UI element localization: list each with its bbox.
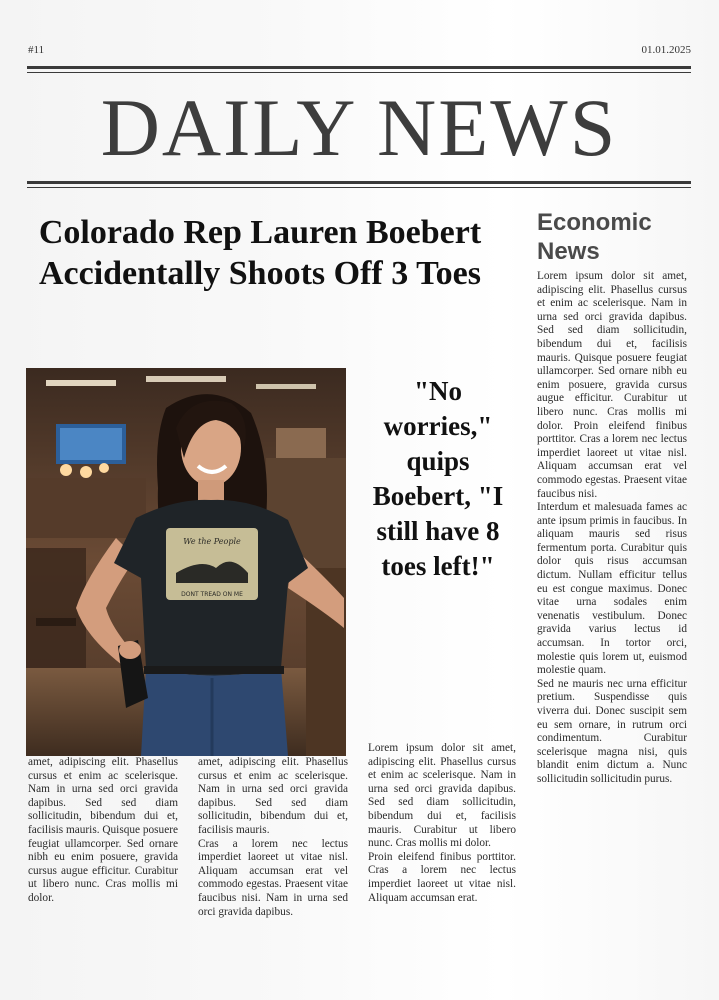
masthead-rule-top <box>27 66 691 69</box>
issue-date: 01.01.2025 <box>641 44 691 56</box>
article-column-1 <box>28 756 178 956</box>
column-2-paragraph-1: amet, adipiscing elit. Phasellus cursus et enim ac scelerisque. Nam in urna sed orci gravida dapibus. Sed sed diam sollicitudin, bibendum dui et, facilisis mauris. <box>198 756 348 836</box>
column-2-paragraph-2: Cras a lorem nec lectus imperdiet laoreet ut vitae nisl. Aliquam accumsan erat vel commodo egestas. Praesent vitae faucibus nisi. Nam in urna sed orci gravida dapibus. <box>198 837 348 918</box>
economic-news-paragraph-1: Lorem ipsum dolor sit amet, adipiscing elit. Phasellus cursus et enim ac scelerisque. Nam in urna sed orci gravida dapibus. Sed sed diam sollicitudin, bibendum dui et, facilisis mauris. Quisque posuere feugiat ullamcorper. Sed ornare nibh eu enim posuere, gravida cursus augue efficitur. Curabitur ut libero nunc. Cras mollis mi dolor. Proin eleifend finibus porttitor. Cras a lorem nec lectus imperdiet laoreet ut vitae nisl. Aliquam accumsan erat vel commodo egestas. Praesent vitae faucibus nisi. <box>537 270 687 500</box>
article-column-2 <box>198 756 348 956</box>
column-1-text: amet, adipiscing elit. Phasellus cursus et enim ac scelerisque. Nam in urna sed orci gravida dapibus. Sed sed diam sollicitudin, bibendum dui et, facilisis mauris. Quisque posuere feugiat ullamcorper. Sed ornare nibh eu enim posuere, gravida cursus augue efficitur. Curabitur ut libero nunc. Cras mollis mi dolor. <box>28 756 178 904</box>
economic-news-paragraph-3: Sed ne mauris nec urna efficitur pretium. Suspendisse quis viverra dui. Donec suscipit sem eu sem ornare, in rutrum orci condimentum. Curabitur scelerisque magna nisi, quis blandit enim dictum a. Nunc sollicitudin sollicitudin purus. <box>537 677 687 785</box>
svg-text:We the People: We the People <box>183 537 241 546</box>
column-3-paragraph-1: Lorem ipsum dolor sit amet, adipiscing elit. Phasellus cursus et enim ac scelerisque. Nam in urna sed orci gravida dapibus. Sed sed diam sollicitudin, bibendum dui et, facilisis mauris. Curabitur ut libero nunc. Cras mollis mi dolor. <box>368 742 516 850</box>
story-photo <box>26 368 346 756</box>
issue-number: #11 <box>28 44 45 56</box>
masthead-rule-bottom <box>27 181 691 184</box>
economic-news-paragraph-2: Interdum et malesuada fames ac ante ipsum primis in faucibus. In aliquam mauris sed risus fermentum porta. Curabitur quis dolor quis risus accumsan dictum. Nullam efficitur tellus eu est congue maximus. Donec vitae urna sodales enim venenatis vestibulum. Donec gravida varius lectus id accumsan. In tortor orci, molestie quis lorem ut, euismod molestie quam. <box>537 501 687 677</box>
masthead-rule-top-thin <box>27 72 691 73</box>
shirt-text: DONT TREAD ON ME <box>181 591 243 598</box>
masthead-title: DAILY NEWS <box>100 82 618 173</box>
article-column-3 <box>368 742 516 905</box>
masthead-rule-bottom-thin <box>27 187 691 188</box>
economic-news-title: Economic News <box>537 209 652 265</box>
economic-news-column <box>537 270 687 787</box>
column-3-paragraph-2: Proin eleifend finibus porttitor. Cras a lorem nec lectus imperdiet laoreet ut vitae nisl. Aliquam accumsan erat. <box>368 850 516 904</box>
pull-quote: "No worries," quips Boebert, "I still have 8 toes left!" <box>372 376 504 581</box>
main-headline: Colorado Rep Lauren Boebert Accidentally Shoots Off 3 Toes <box>38 214 482 292</box>
